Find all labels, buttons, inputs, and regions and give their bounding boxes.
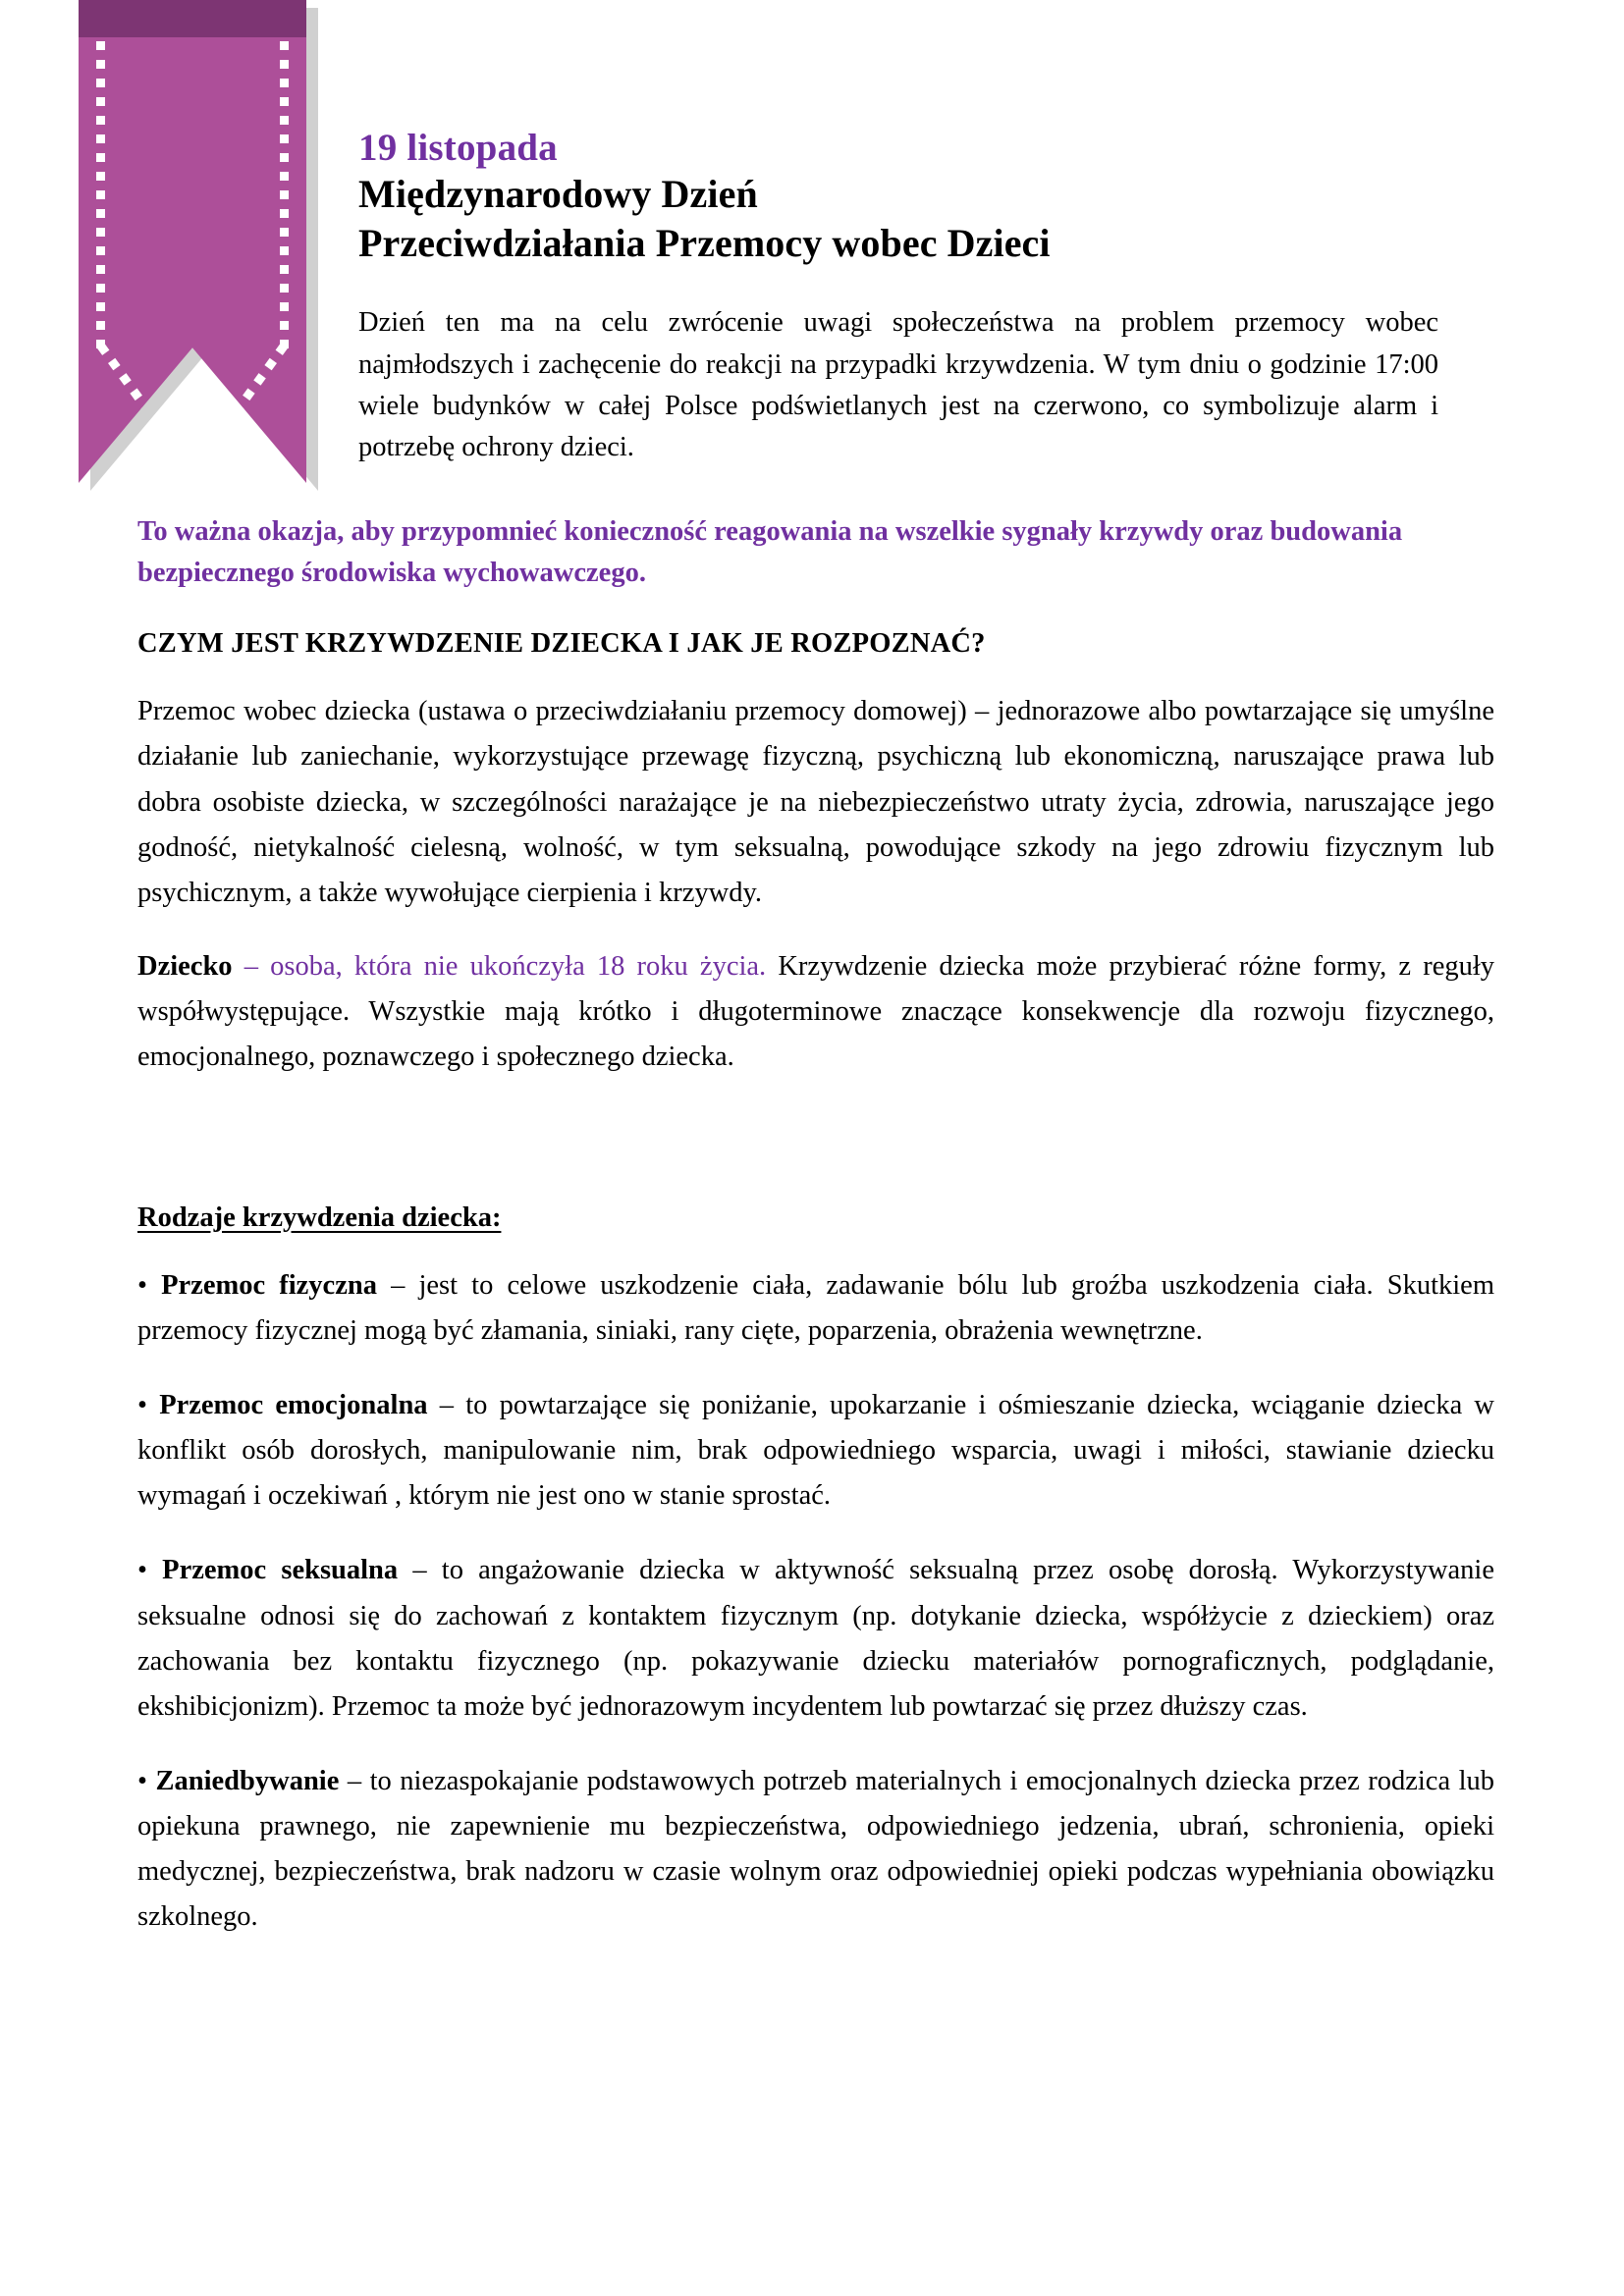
list-item-term: Przemoc fizyczna (161, 1269, 377, 1301)
ribbon-dotted-border-left (96, 41, 105, 350)
document-content (137, 0, 1495, 1968)
list-item-body: – to niezaspokajanie podstawowych potrzeb materialnych i emocjonalnych dziecka przez rodzica lub opiekuna prawnego, nie zapewnienie mu bezpieczeństwa, odpowiedniego jedzenia, ubrań, schronienia, opieki medycznej, bezpieczeństwa, brak nadzoru w czasie wolnym oraz odpowiedniej opieki podczas wypełniania obowiązku szkolnego. (137, 1765, 1495, 1933)
page-title-line-2: Przeciwdziałania Przemocy wobec Dzieci (358, 220, 1051, 265)
highlight-paragraph: To ważna okazja, aby przypomnieć konieczność reagowania na wszelkie sygnały krzywdy oraz budowania bezpiecznego środowiska wychowawczego. (137, 516, 1403, 588)
child-definition-accent: – osoba, która nie ukończyła 18 roku życia. (244, 950, 767, 982)
section-heading: CZYM JEST KRZYWDZENIE DZIECKA I JAK JE ROZPOZNAĆ? (137, 628, 986, 660)
list-item (137, 1383, 1494, 1519)
bullet-icon: • (137, 1555, 147, 1586)
list-item (137, 1548, 1494, 1730)
list-item (137, 1263, 1494, 1354)
bullet-icon: • (137, 1389, 147, 1420)
child-definition-paragraph (137, 944, 1494, 1080)
list-item-body: – to angażowanie dziecka w aktywność seksualną przez osobę dorosłą. Wykorzystywanie seksualne odnosi się do zachowań z kontaktem fizycznym (np. dotykanie dziecka, współżycie z dzieckiem) oraz zachowania bez kontaktu fizycznego (np. pokazywanie dziecku materiałów pornograficznych, podglądanie, ekshibicjonizm). Przemoc ta może być jednorazowym incydentem lub powtarzać się przez dłuższy czas. (137, 1555, 1494, 1722)
list-item-term: Przemoc emocjonalna (159, 1389, 428, 1420)
list-item-body: – jest to celowe uszkodzenie ciała, zadawanie bólu lub groźba uszkodzenia ciała. Skutkiem przemocy fizycznej mogą być złamania, siniaki, rany cięte, poparzenia, obrażenia wewnętrzne. (137, 1269, 1494, 1346)
child-definition-rest: Krzywdzenie dziecka może przybierać różne formy, z reguły współwystępujące. Wszystkie mają krótko i długoterminowe znaczące konsekwencje dla rozwoju fizycznego, emocjonalnego, poznawczego i społecznego dziecka. (137, 950, 1495, 1072)
definition-paragraph: Przemoc wobec dziecka (ustawa o przeciwdziałaniu przemocy domowej) – jednorazowe albo powtarzające się umyślne działanie lub zaniechanie, wykorzystujące przewagę fizyczną, psychiczną lub ekonomiczną, naruszające prawa lub dobra osobiste dziecka, w szczególności narażające je na niebezpieczeństwo utraty życia, zdrowia, naruszające jego godność, nietykalność cielesną, wolność, w tym seksualną, powodujące szkody na jego zdrowiu fizycznym lub psychicznym, a także wywołujące cierpienia i krzywdy. (137, 696, 1494, 908)
child-definition-term: Dziecko (137, 950, 233, 982)
bullet-icon: • (137, 1269, 147, 1301)
title-block (358, 0, 1492, 267)
date-line: 19 listopada (358, 127, 558, 169)
list-item (137, 1759, 1494, 1941)
list-item-term: Zaniedbywanie (155, 1765, 340, 1796)
bullet-icon: • (137, 1765, 147, 1796)
page-title-line-1: Międzynarodowy Dzień (358, 172, 758, 217)
types-list-heading: Rodzaje krzywdzenia dziecka: (137, 1201, 502, 1233)
list-item-body: – to powtarzające się poniżanie, upokarzanie i ośmieszanie dziecka, wciąganie dziecka w konflikt osób dorosłych, manipulowanie nim, brak odpowiedniego wsparcia, uwagi i miłości, stawianie dziecku wymagań i oczekiwań , którym nie jest ono w stanie sprostać. (137, 1389, 1494, 1512)
intro-paragraph: Dzień ten ma na celu zwrócenie uwagi społeczeństwa na problem przemocy wobec najmłodszych i zachęcenie do reakcji na przypadki krzywdzenia. W tym dniu o godzinie 17:00 wiele budynków w całej Polsce podświetlanych jest na czerwono, co symbolizuje alarm i potrzebę ochrony dzieci. (358, 307, 1438, 462)
list-item-term: Przemoc seksualna (162, 1555, 399, 1586)
